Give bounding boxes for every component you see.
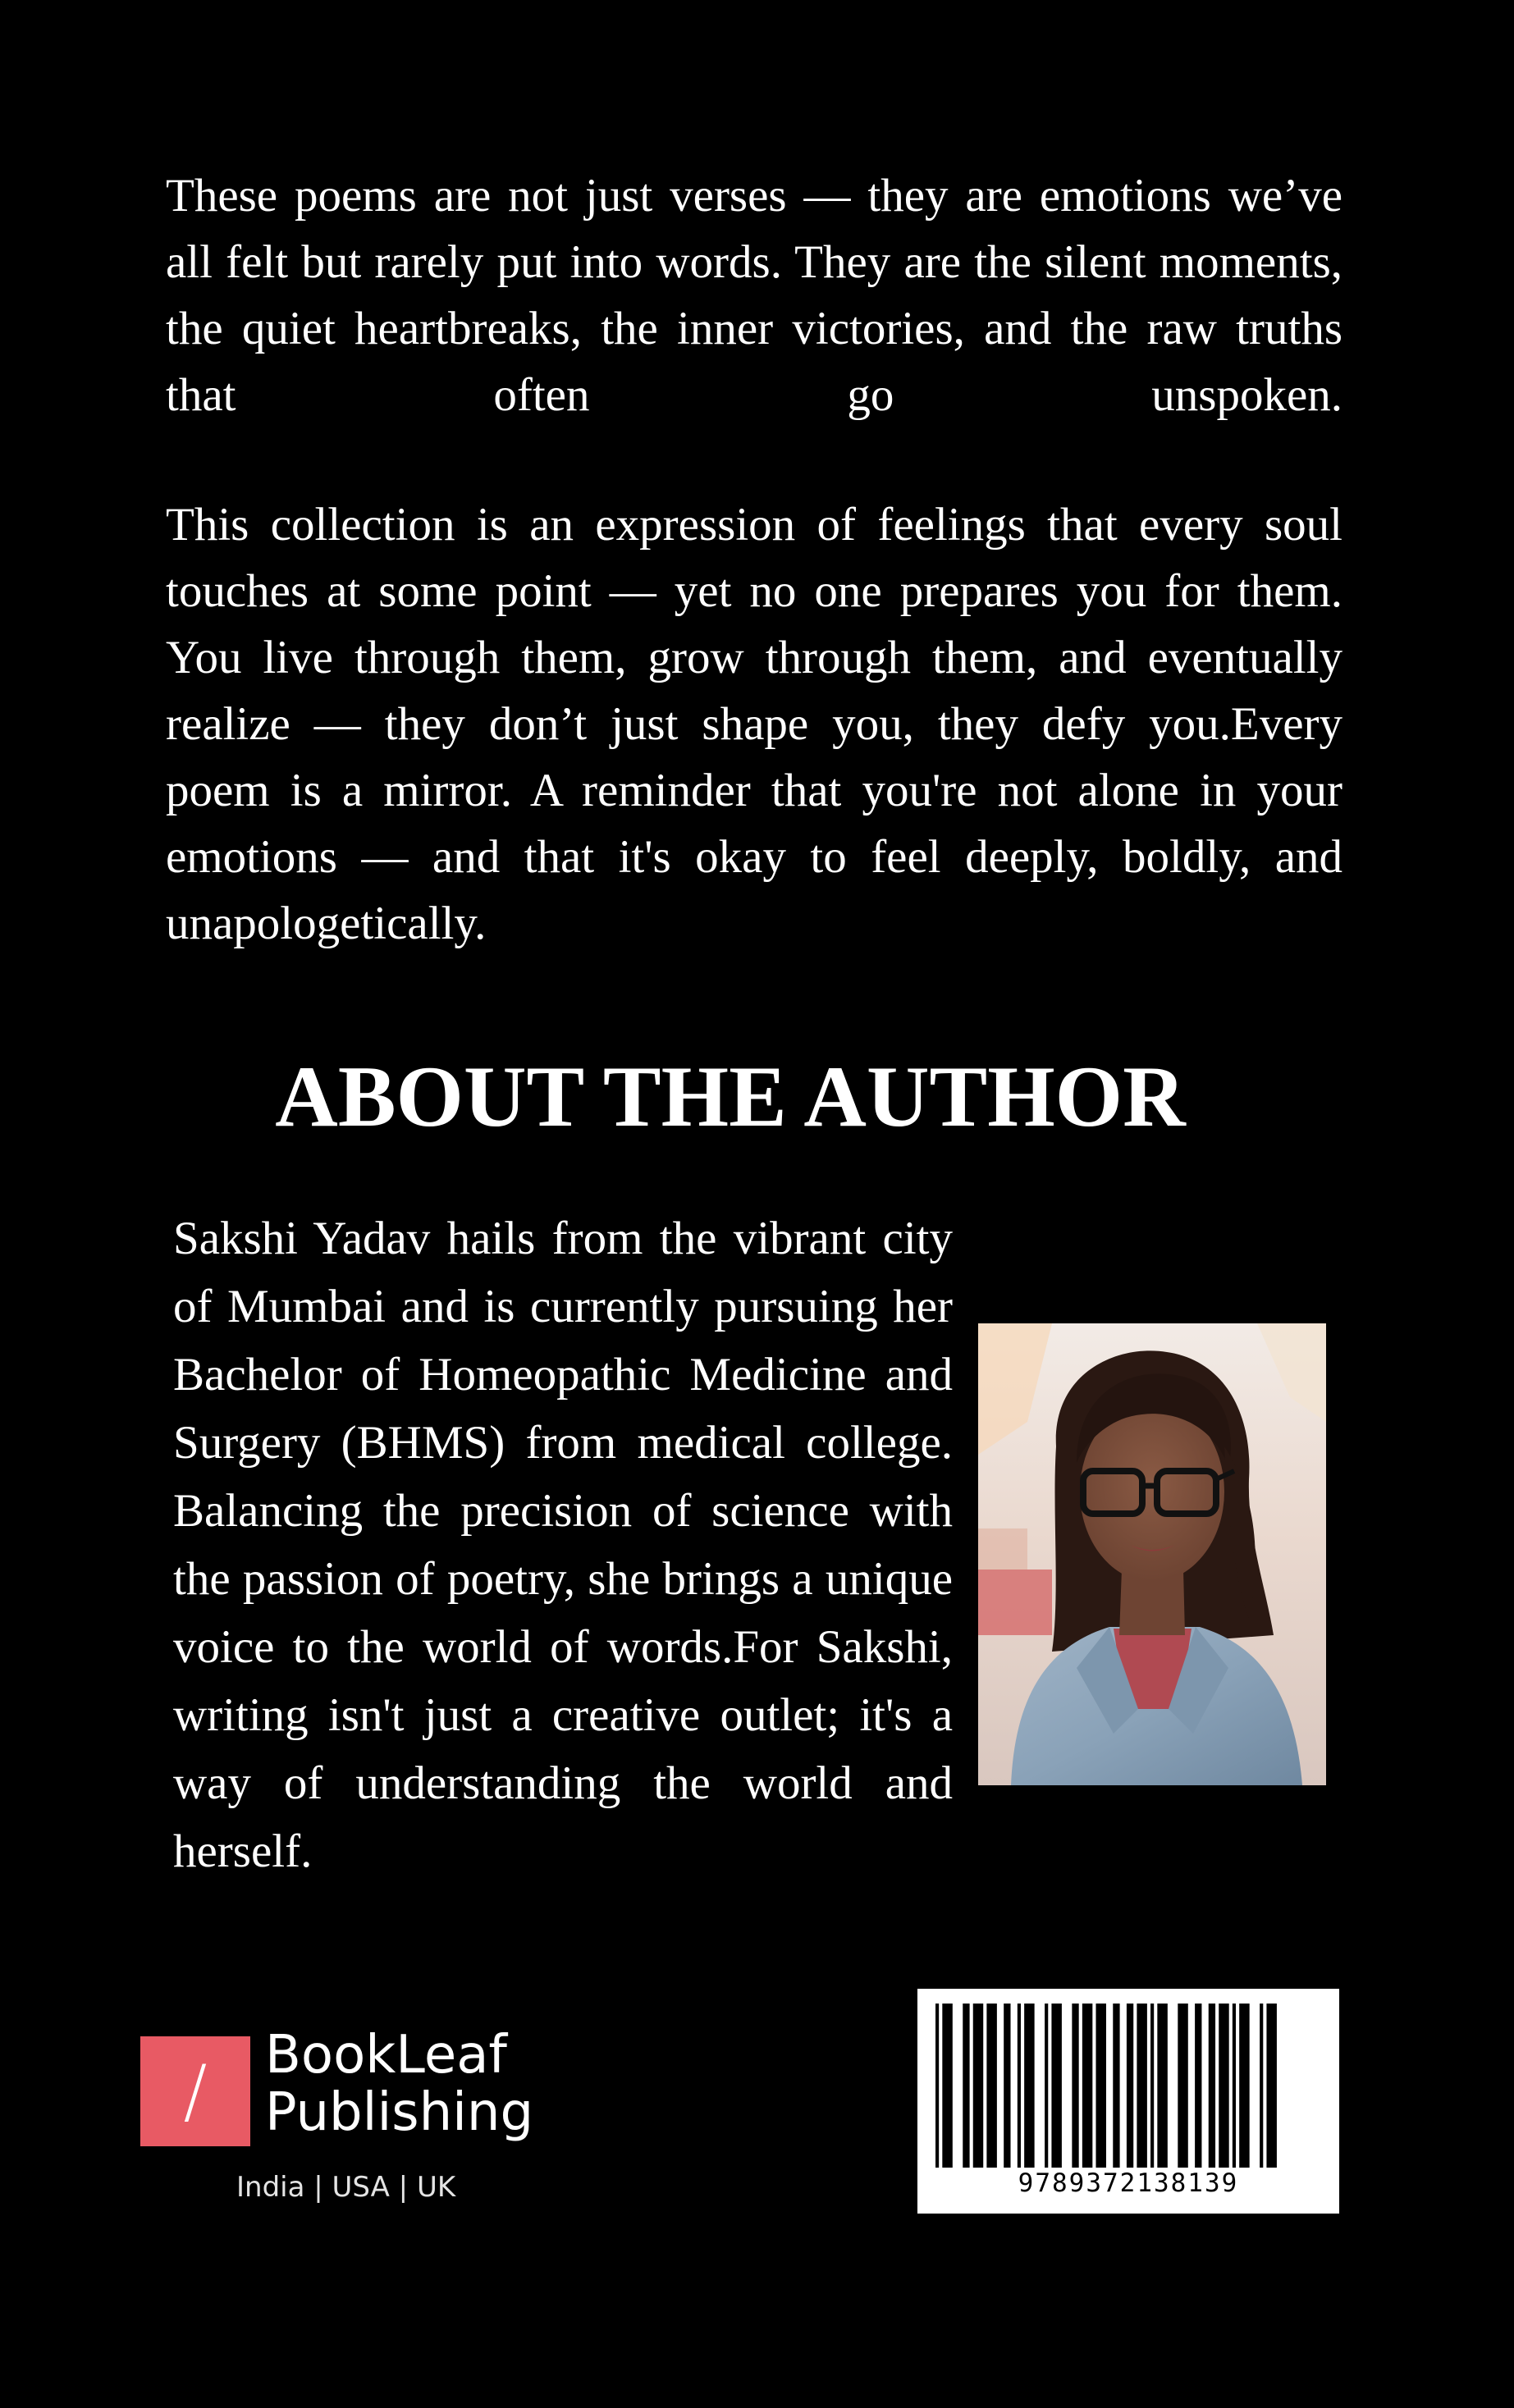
barcode-bar (1266, 2004, 1276, 2168)
barcode-bar (963, 2004, 969, 2168)
barcode-bar (1045, 2004, 1048, 2168)
barcode-bar (1239, 2004, 1249, 2168)
isbn-barcode (917, 1989, 1339, 2214)
author-bio: Sakshi Yadav hails from the vibrant city of Mumbai and is currently pursuing her Bachelor of Homeopathic Medicine and Surgery (BHMS) from medical college. Balancing the precision of science with the passion of poetry, she brings a unique voice to the world of words.For Sakshi, writing isn't just a creative outlet; it's a way of understanding the world and herself. (173, 1213, 953, 1877)
barcode-bar (1137, 2004, 1146, 2168)
barcode-bar (942, 2004, 952, 2168)
isbn-number: 9789372138139 (1018, 2168, 1239, 2198)
barcode-bar (1004, 2004, 1010, 2168)
barcode-bar (1195, 2004, 1201, 2168)
barcode-bar (1219, 2004, 1228, 2168)
blurb-paragraph-1: These poems are not just verses — they are emotions we’ve all felt but rarely put into words. They are the silent moments, the quiet heartbreaks, the inner victories, and the raw truths that often go unspoken. (166, 170, 1342, 421)
publisher-logo-mark (140, 2036, 250, 2146)
publisher-name-line-2: Publishing (265, 2082, 534, 2143)
publisher-regions: India | USA | UK (236, 2171, 456, 2204)
slash-icon: / (183, 2050, 208, 2132)
publisher-logo (140, 2025, 567, 2215)
barcode-bar (1024, 2004, 1034, 2168)
author-photo (978, 1323, 1326, 1785)
barcode-bar (973, 2004, 983, 2168)
publisher-name-line-1: BookLeaf (265, 2025, 507, 2086)
barcode-bar (1095, 2004, 1105, 2168)
barcode-bar (986, 2004, 996, 2168)
barcode-bar (1018, 2004, 1021, 2168)
barcode-bar (1113, 2004, 1119, 2168)
barcode-bar (1150, 2004, 1154, 2168)
about-author-heading: ABOUT THE AUTHOR (275, 1049, 1186, 1145)
barcode-bar (1260, 2004, 1263, 2168)
barcode-bar (1082, 2004, 1092, 2168)
barcode-bar (1157, 2004, 1167, 2168)
barcode-bar (1233, 2004, 1236, 2168)
barcode-bar (1209, 2004, 1215, 2168)
barcode-bar (1127, 2004, 1133, 2168)
barcode-bar (1051, 2004, 1061, 2168)
blurb-paragraph-2: This collection is an expression of feelings that every soul touches at some point — yet no one prepares you for them. You live through them, grow through them, and eventually realize — they don’t just shape you, they defy you.Every poem is a mirror. A reminder that you're not alone in your emotions — and that it's okay to feel deeply, boldly, and unapologetically. (166, 499, 1342, 949)
barcode-bar (935, 2004, 939, 2168)
publisher-name (265, 2026, 533, 2141)
barcode-bar (1072, 2004, 1078, 2168)
barcode-bar (1178, 2004, 1187, 2168)
barcode-bars (935, 2004, 1321, 2168)
